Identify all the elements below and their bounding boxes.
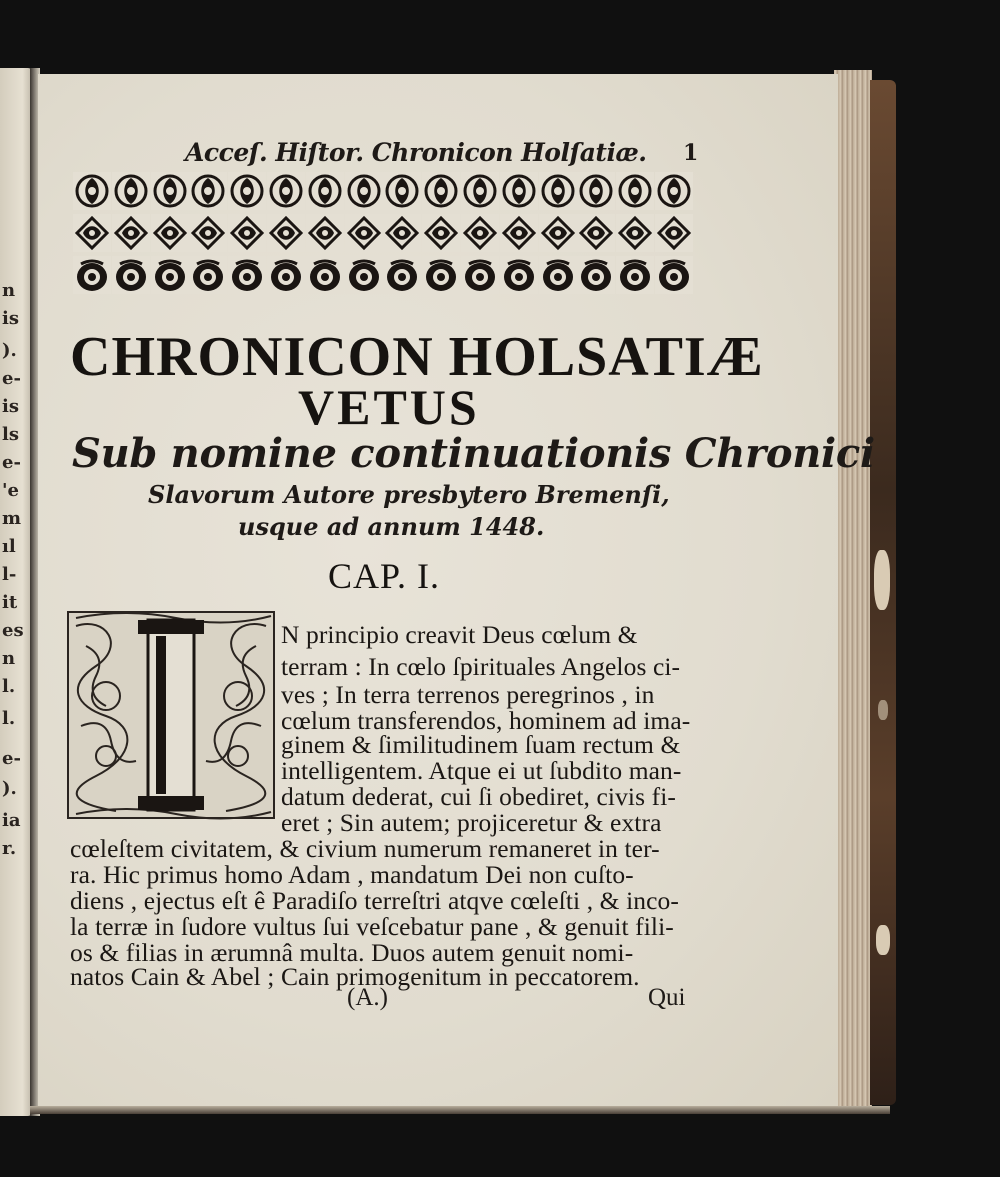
body-line: eret ; Sin autem; projiceretur & extra	[281, 808, 662, 837]
left-facing-page	[0, 68, 32, 1116]
ornament-flower-icon	[73, 214, 111, 252]
page-bottom-edge	[30, 1106, 890, 1114]
title-main: CHRONICON HOLSATIÆ	[70, 326, 764, 388]
ornament-flower-icon	[189, 214, 227, 252]
running-head: Acceſ. Hiſtor. Chronicon Holſatiæ.	[185, 138, 647, 167]
body-line: datum dederat, cui ſi obediret, civis fi-	[281, 782, 676, 811]
ornament-flower-icon	[228, 214, 266, 252]
body-line: cœleſtem civitatem, & civium numerum remaneret in ter-	[70, 834, 660, 863]
ornament-flower-icon	[461, 256, 499, 294]
ornament-flower-icon	[422, 214, 460, 252]
ornament-flower-icon	[655, 214, 693, 252]
body-line: ves ; In terra terrenos peregrinos , in	[281, 680, 655, 709]
subtitle-line-3: usque ad annum 1448.	[238, 512, 545, 541]
left-page-fragment: 'e	[2, 480, 19, 501]
left-page-fragment: l.	[2, 676, 16, 697]
ornament-flower-icon	[422, 256, 460, 294]
ornament-flower-icon	[577, 256, 615, 294]
ornament-flower-icon	[189, 172, 227, 210]
ornament-flower-icon	[112, 256, 150, 294]
left-page-fragment: l-	[2, 564, 17, 585]
ornament-flower-icon	[539, 256, 577, 294]
ornament-flower-icon	[189, 256, 227, 294]
title-vetus: VETUS	[298, 379, 480, 435]
ornament-flower-icon	[616, 172, 654, 210]
ornament-flower-icon	[616, 214, 654, 252]
ornament-flower-icon	[461, 172, 499, 210]
ornament-flower-icon	[500, 256, 538, 294]
ornament-flower-icon	[461, 214, 499, 252]
body-line: os & filias in ærumnâ multa. Duos autem genuit nomi-	[70, 938, 634, 967]
ornament-flower-icon	[345, 256, 383, 294]
page-edges	[834, 70, 872, 1110]
left-page-fragment: es	[2, 620, 24, 641]
left-page-fragment: ).	[2, 778, 17, 799]
ornament-flower-icon	[345, 214, 383, 252]
ornament-flower-icon	[306, 256, 344, 294]
ornament-flower-icon	[306, 172, 344, 210]
ornament-flower-icon	[73, 172, 111, 210]
left-page-fragment: is	[2, 308, 19, 329]
left-page-fragment: it	[2, 592, 18, 613]
body-line: ginem & ſimilitudinem ſuam rectum &	[281, 730, 681, 759]
left-page-fragment: m	[2, 508, 22, 529]
ornament-flower-icon	[539, 214, 577, 252]
left-page-fragment: n	[2, 280, 16, 301]
ornament-flower-icon	[73, 256, 111, 294]
ornament-flower-icon	[112, 172, 150, 210]
ornament-flower-icon	[267, 256, 305, 294]
body-line: intelligentem. Atque ei ut ſubdito man-	[281, 756, 682, 785]
left-page-fragment: e-	[2, 368, 21, 389]
body-line: diens , ejectus eſt ê Paradiſo terreſtri atqve cœleſti , & inco-	[70, 886, 679, 915]
ornament-flower-icon	[616, 256, 654, 294]
left-page-fragment: ls	[2, 424, 19, 445]
body-line: terram : In cœlo ſpirituales Angelos ci-	[281, 652, 681, 681]
body-line: cœlum transferendos, hominem ad ima-	[281, 706, 691, 735]
body-line: ra. Hic primus homo Adam , mandatum Dei non cuſto-	[70, 860, 634, 889]
left-page-fragment: ).	[2, 340, 17, 361]
ornament-flower-icon	[267, 214, 305, 252]
ornament-flower-icon	[500, 172, 538, 210]
left-page-fragment: l.	[2, 708, 16, 729]
decorated-initial	[66, 606, 278, 824]
catchword: Qui	[648, 984, 686, 1011]
ornament-flower-icon	[306, 214, 344, 252]
ornament-flower-icon	[112, 214, 150, 252]
ornament-band	[73, 172, 693, 300]
ornament-flower-icon	[383, 172, 421, 210]
ornament-flower-icon	[577, 214, 615, 252]
ornament-flower-icon	[500, 214, 538, 252]
page-number: 1	[683, 140, 699, 166]
left-page-fragment: is	[2, 396, 19, 417]
ornament-flower-icon	[345, 172, 383, 210]
ornament-flower-icon	[228, 256, 266, 294]
ornament-flower-icon	[151, 256, 189, 294]
ornament-flower-icon	[151, 214, 189, 252]
ornament-row	[73, 256, 693, 298]
ornament-flower-icon	[267, 172, 305, 210]
ornament-flower-icon	[577, 172, 615, 210]
left-page-fragment: e-	[2, 452, 21, 473]
ornament-row	[73, 214, 693, 256]
ornament-flower-icon	[228, 172, 266, 210]
ornament-flower-icon	[383, 214, 421, 252]
book-cover-edge	[870, 80, 896, 1105]
left-page-fragment: ıl	[2, 536, 16, 557]
ornament-flower-icon	[151, 172, 189, 210]
ornament-flower-icon	[383, 256, 421, 294]
left-page-fragment: n	[2, 648, 16, 669]
body-line: N principio creavit Deus cœlum &	[281, 620, 638, 649]
body-line: natos Cain & Abel ; Cain primogenitum in peccatorem.	[70, 962, 640, 991]
ornament-flower-icon	[422, 172, 460, 210]
subtitle-line-2: Slavorum Autore presbytero Bremenſi,	[148, 480, 670, 509]
left-page-fragment: r.	[2, 838, 17, 859]
left-page-fragment: ia	[2, 810, 21, 831]
signature-mark: (A.)	[347, 984, 388, 1011]
body-line: la terræ in ſudore vultus ſui veſcebatur pane , & genuit fili-	[70, 912, 674, 941]
chapter-heading: CAP. I.	[328, 556, 441, 596]
ornament-row	[73, 172, 693, 214]
subtitle-line-1: Sub nomine continuationis Chronici	[72, 430, 875, 477]
ornament-flower-icon	[655, 256, 693, 294]
ornament-flower-icon	[655, 172, 693, 210]
ornament-flower-icon	[539, 172, 577, 210]
left-page-fragment: e-	[2, 748, 21, 769]
